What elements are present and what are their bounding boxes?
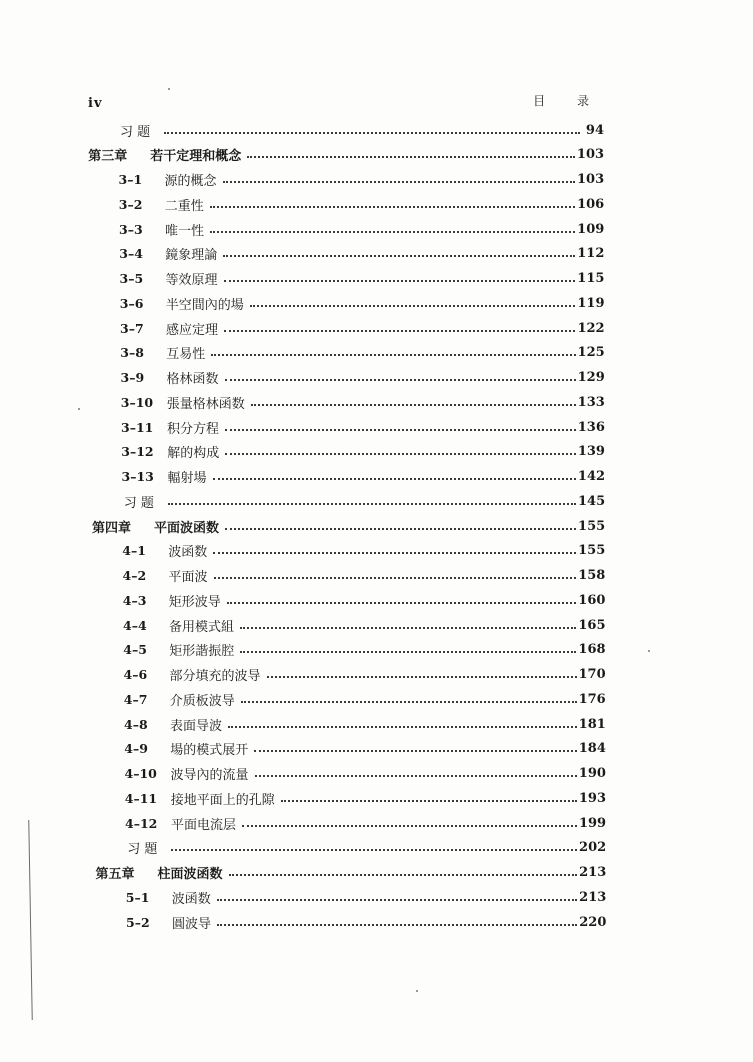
- page-number: 103: [577, 172, 605, 187]
- toc-section-row: [121, 442, 605, 462]
- section-title: 平面波: [168, 570, 208, 585]
- toc-section-row: [125, 813, 606, 833]
- section-number: 3–4: [119, 246, 143, 262]
- toc-section-row: [126, 887, 607, 907]
- dot-leader: [229, 873, 578, 876]
- section-title: 部分填充的波导: [169, 669, 261, 684]
- page-number: 106: [577, 196, 605, 212]
- page-number: 142: [577, 469, 606, 484]
- toc-section-row: [121, 417, 605, 437]
- toc-section-row: [125, 788, 606, 808]
- section-title: 張量格林函数: [166, 396, 245, 412]
- section-title: 矩形諧振腔: [169, 644, 235, 660]
- dot-leader: [242, 824, 577, 827]
- section-title: 波函数: [168, 545, 208, 561]
- toc-section-row: [124, 665, 606, 685]
- section-number: 4–12: [125, 815, 158, 831]
- section-title: 解的构成: [167, 446, 220, 462]
- section-title: 介质板波导: [169, 693, 235, 709]
- chapter-title: 若干定理和概念: [150, 149, 242, 165]
- toc-section-row: [123, 590, 606, 610]
- page-number: 103: [576, 147, 605, 163]
- page-number: 181: [578, 716, 606, 732]
- dot-leader: [164, 131, 580, 134]
- section-number: 4–8: [124, 716, 148, 732]
- section-title: 場的模式展开: [170, 743, 249, 759]
- page-number: 193: [578, 790, 607, 806]
- dot-leader: [281, 799, 577, 802]
- toc-section-row: [121, 392, 605, 412]
- section-number: 3–12: [121, 444, 154, 460]
- section-title: 平面电流层: [171, 817, 237, 833]
- dot-leader: [211, 353, 575, 356]
- page-number: 176: [578, 691, 606, 707]
- toc-section-row: [120, 343, 604, 363]
- page-number: 119: [577, 295, 605, 311]
- section-title: 波导內的流量: [170, 768, 249, 783]
- section-number: 3–6: [119, 295, 144, 311]
- toc-exercise-row: [120, 120, 604, 140]
- section-number: 4–3: [122, 592, 147, 608]
- toc-section-row: [125, 764, 606, 784]
- page-number: 202: [579, 840, 607, 856]
- dot-leader: [240, 626, 576, 629]
- toc-chapter-row: [88, 145, 604, 165]
- section-number: 3–13: [121, 469, 154, 484]
- section-number: 3–7: [120, 320, 144, 336]
- chapter-number: 第五章: [95, 867, 135, 882]
- dot-leader: [225, 428, 576, 431]
- toc-section-row: [119, 219, 604, 239]
- dot-leader: [210, 205, 575, 208]
- section-number: 3–8: [120, 345, 144, 361]
- toc-section-row: [121, 368, 605, 388]
- page-number: 158: [578, 568, 606, 583]
- section-title: 接地平面上的孔隙: [170, 792, 275, 808]
- dot-leader: [224, 329, 575, 332]
- dot-leader: [267, 675, 577, 678]
- toc-section-row: [122, 467, 606, 487]
- page-number: 133: [577, 394, 605, 410]
- toc-exercise-row: [124, 491, 605, 511]
- toc-section-row: [120, 318, 605, 338]
- page-number: 115: [577, 271, 605, 286]
- running-header-contents: 目 录: [533, 94, 603, 108]
- page-number-header: iv: [88, 96, 103, 111]
- chapter-number: 第四章: [92, 520, 132, 536]
- exercise-label: 习 题: [123, 495, 154, 511]
- dot-leader: [217, 898, 577, 901]
- section-title: 唯一性: [165, 223, 205, 239]
- dot-leader: [214, 576, 577, 579]
- section-title: 感应定理: [166, 322, 219, 338]
- section-number: 4–11: [124, 790, 158, 806]
- section-title: 圓波导: [172, 916, 212, 932]
- section-number: 3–10: [120, 394, 154, 410]
- section-number: 4–2: [122, 568, 147, 583]
- page-number: 160: [578, 592, 606, 608]
- dot-leader: [225, 452, 576, 455]
- chapter-title: 平面波函数: [154, 520, 220, 536]
- section-number: 5–1: [125, 889, 150, 905]
- page-number: 199: [578, 815, 607, 831]
- dot-leader: [247, 155, 575, 158]
- toc-section-row: [124, 689, 606, 709]
- page-number: 145: [577, 493, 606, 509]
- section-number: 4–7: [123, 691, 148, 707]
- dot-leader: [210, 230, 575, 233]
- section-number: 4–9: [124, 741, 148, 757]
- dot-leader: [217, 923, 577, 926]
- section-title: 鏡象理論: [165, 248, 218, 264]
- scan-speck: [416, 990, 418, 992]
- page-number: 109: [577, 221, 605, 237]
- section-title: 源的概念: [164, 174, 217, 189]
- section-number: 5–2: [126, 914, 150, 930]
- section-number: 3–5: [119, 271, 144, 286]
- dot-leader: [225, 527, 576, 530]
- section-title: 輻射場: [167, 471, 207, 486]
- exercise-label: 习 题: [120, 124, 151, 140]
- section-title: 格林函数: [166, 372, 219, 387]
- chapter-number: 第三章: [88, 149, 128, 165]
- page-number: 165: [578, 617, 606, 633]
- toc-section-row: [123, 615, 606, 635]
- dot-leader: [227, 601, 577, 604]
- toc-chapter-row: [92, 516, 605, 536]
- section-number: 3–11: [121, 419, 154, 435]
- page-number: 129: [577, 370, 605, 385]
- chapter-title: 柱面波函数: [157, 867, 223, 882]
- dot-leader: [241, 700, 577, 703]
- exercise-label: 习 題: [127, 842, 158, 858]
- toc-section-row: [120, 269, 605, 289]
- dot-leader: [225, 378, 576, 381]
- toc-exercise-row: [127, 838, 606, 858]
- dot-leader: [255, 774, 577, 777]
- section-number: 4–1: [122, 543, 146, 559]
- section-title: 等效原理: [165, 273, 218, 288]
- section-number: 3–9: [120, 370, 145, 385]
- page-number: 94: [585, 122, 604, 138]
- section-number: 4–5: [123, 642, 147, 658]
- dot-leader: [171, 848, 577, 851]
- toc-chapter-row: [96, 863, 607, 883]
- toc-section-row: [123, 566, 606, 586]
- section-number: 4–4: [123, 617, 147, 633]
- dot-leader: [251, 403, 576, 406]
- dot-leader: [228, 725, 577, 728]
- page-number: 190: [578, 766, 606, 781]
- section-title: 矩形波导: [168, 594, 221, 610]
- section-number: 4–10: [124, 766, 157, 781]
- toc-section-row: [119, 170, 605, 190]
- dot-leader: [250, 304, 576, 307]
- toc-section-row: [122, 541, 605, 561]
- page-number: 213: [579, 889, 607, 905]
- page-number: 112: [577, 246, 605, 262]
- section-title: 波函数: [171, 891, 211, 907]
- section-number: 3–1: [118, 172, 143, 187]
- section-title: 表面导波: [170, 718, 223, 734]
- scan-speck: [648, 650, 650, 652]
- toc-section-row: [120, 293, 605, 313]
- page-number: 220: [579, 914, 607, 930]
- dot-leader: [213, 551, 576, 554]
- page-number: 122: [577, 320, 605, 336]
- scan-speck: [168, 88, 170, 90]
- section-number: 3–3: [119, 221, 143, 237]
- toc-section-row: [126, 912, 606, 932]
- section-title: 互易性: [166, 347, 206, 363]
- page-number: 213: [579, 865, 607, 880]
- section-title: 二重性: [164, 198, 204, 214]
- dot-leader: [240, 650, 576, 653]
- toc-section-row: [119, 244, 604, 264]
- dot-leader: [223, 254, 575, 257]
- page-number: 184: [578, 741, 606, 757]
- page-number: 125: [577, 345, 605, 361]
- section-title: 积分方程: [167, 421, 220, 437]
- page-number: 155: [578, 543, 606, 559]
- dot-leader: [213, 477, 576, 480]
- dot-leader: [254, 749, 576, 752]
- page-number: 155: [578, 518, 606, 534]
- dot-leader: [223, 180, 575, 183]
- dot-leader: [168, 502, 576, 505]
- toc-section-row: [123, 640, 605, 660]
- toc-section-row: [124, 714, 606, 734]
- scan-speck: [78, 408, 80, 410]
- page-number: 136: [577, 419, 605, 435]
- section-title: 半空間內的場: [165, 297, 244, 313]
- toc-section-row: [124, 739, 606, 759]
- section-number: 4–6: [123, 667, 148, 682]
- dot-leader: [224, 279, 576, 282]
- section-number: 3–2: [118, 196, 143, 212]
- toc-section-row: [119, 194, 604, 214]
- page-number: 139: [577, 444, 605, 460]
- page-number: 170: [578, 667, 606, 682]
- section-title: 备用模式組: [169, 619, 235, 635]
- page-number: 168: [578, 642, 606, 658]
